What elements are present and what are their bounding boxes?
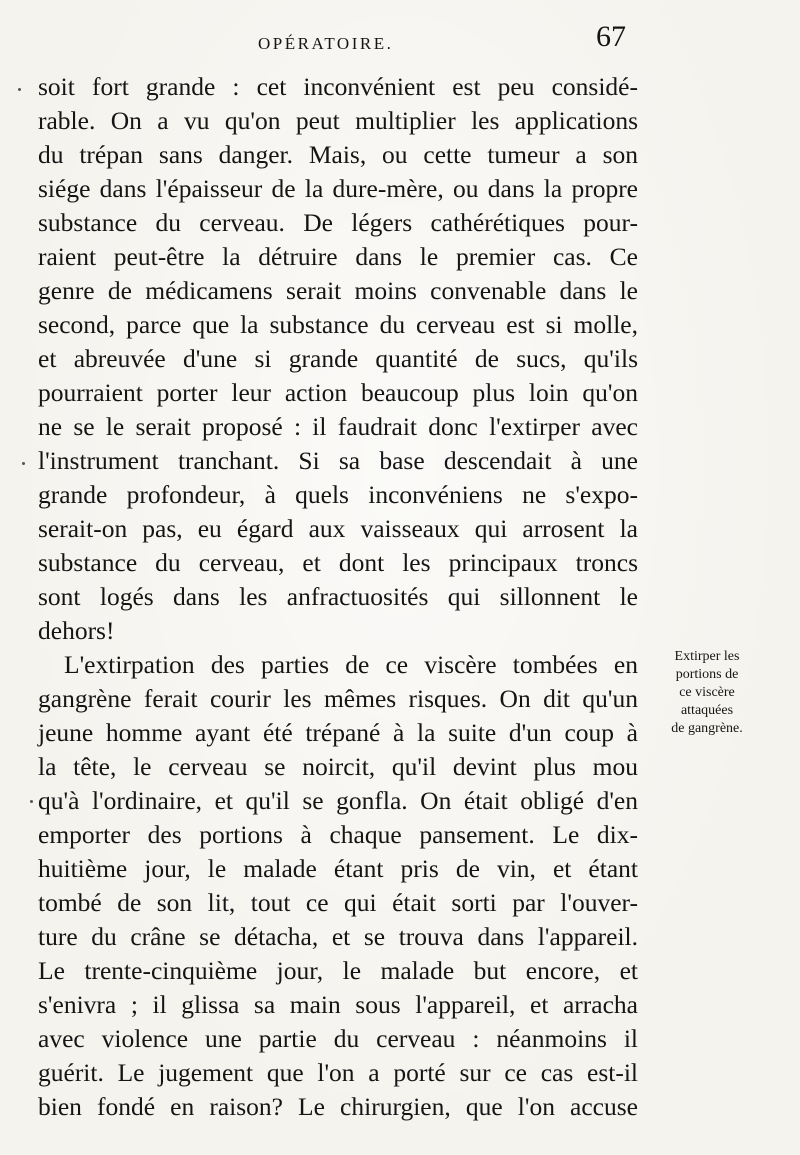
text-line: pourraient porter leur action beaucoup plus loin qu'on [38, 378, 638, 407]
text-line: second, parce que la substance du cerveau est si molle, [38, 310, 638, 339]
text-line: genre de médicamens serait moins convenable dans le [38, 276, 638, 305]
ink-speck [18, 88, 21, 91]
text-line: soit fort grande : cet inconvénient est peu considé- [38, 72, 638, 101]
text-line: et abreuvée d'une si grande quantité de sucs, qu'ils [38, 344, 638, 373]
margin-note-line: portions de [675, 667, 739, 682]
margin-note-line: de gangrène. [671, 721, 743, 736]
text-line: du trépan sans danger. Mais, ou cette tumeur a son [38, 140, 638, 169]
text-line: rable. On a vu qu'on peut multiplier les applications [38, 106, 638, 135]
text-line: ture du crâne se détacha, et se trouva dans l'appareil. [38, 922, 638, 951]
text-line: grande profondeur, à quels inconvéniens ne s'expo- [38, 480, 638, 509]
text-line: substance du cerveau, et dont les principaux troncs [38, 548, 638, 577]
ink-speck [22, 462, 25, 465]
body-text [38, 70, 638, 1124]
text-line: l'instrument tranchant. Si sa base descendait à une [38, 446, 638, 475]
ink-speck [30, 800, 33, 803]
text-line: Le trente-cinquième jour, le malade but encore, et [38, 956, 638, 985]
margin-note-line: attaquées [680, 703, 734, 718]
margin-note [652, 648, 762, 738]
running-head [0, 18, 800, 68]
margin-note-line: ce viscère [679, 685, 735, 700]
text-line: bien fondé en raison? Le chirurgien, que l'on accuse [38, 1092, 638, 1121]
text-line: siége dans l'épaisseur de la dure-mère, ou dans la propre [38, 174, 638, 203]
paragraph-1 [38, 70, 638, 648]
page-number: 67 [596, 20, 626, 53]
paragraph-2 [38, 648, 638, 1124]
text-line: avec violence une partie du cerveau : néanmoins il [38, 1024, 638, 1053]
text-line: s'enivra ; il glissa sa main sous l'appareil, et arracha [38, 990, 638, 1019]
text-line: raient peut-être la détruire dans le premier cas. Ce [38, 242, 638, 271]
text-line: emporter des portions à chaque pansement. Le dix- [38, 820, 638, 849]
text-line: sont logés dans les anfractuosités qui sillonnent le [38, 582, 638, 611]
text-line: qu'à l'ordinaire, et qu'il se gonfla. On était obligé d'en [38, 786, 638, 815]
text-line: substance du cerveau. De légers cathérétiques pour- [38, 208, 638, 237]
text-line: serait-on pas, eu égard aux vaisseaux qui arrosent la [38, 514, 638, 543]
text-line: dehors! [38, 616, 115, 645]
text-line: tombé de son lit, tout ce qui était sorti par l'ouver- [38, 888, 638, 917]
running-title: OPÉRATOIRE. [258, 34, 394, 53]
text-line: la tête, le cerveau se noircit, qu'il devint plus mou [38, 752, 638, 781]
text-line: jeune homme ayant été trépané à la suite d'un coup à [38, 718, 638, 747]
text-line: gangrène ferait courir les mêmes risques. On dit qu'un [38, 684, 638, 713]
text-line: L'extirpation des parties de ce viscère tombées en [64, 650, 638, 679]
margin-note-line: Extirper les [674, 649, 740, 664]
text-line: huitième jour, le malade étant pris de vin, et étant [38, 854, 638, 883]
text-line: guérit. Le jugement que l'on a porté sur ce cas est-il [38, 1058, 638, 1087]
text-line: ne se le serait proposé : il faudrait donc l'extirper avec [38, 412, 638, 441]
